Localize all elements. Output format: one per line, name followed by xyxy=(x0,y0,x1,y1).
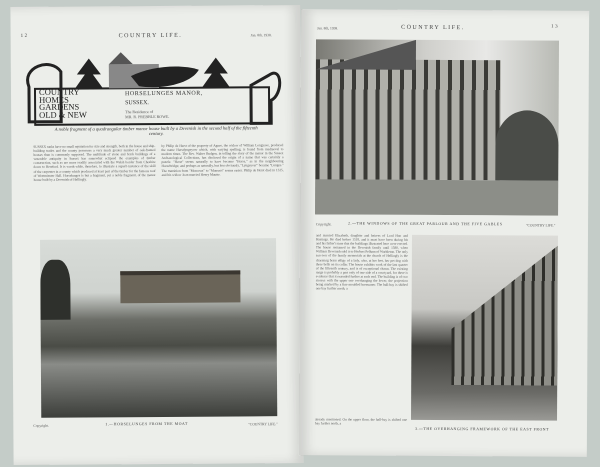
series-title xyxy=(39,88,87,118)
series-title-line: HOMES xyxy=(39,94,69,105)
caption-credit: "COUNTRY LIFE." xyxy=(248,422,278,427)
roof-shape xyxy=(316,39,416,70)
timber-facade xyxy=(315,59,501,180)
page-number: 12 xyxy=(20,33,29,39)
series-title-line: GARDENS xyxy=(39,101,80,112)
body-column-tail: already mentioned. On the upper floor, the hall-bay is shifted one bay further north, a xyxy=(314,417,408,426)
photo-credit: Copyright. xyxy=(316,222,332,227)
running-head: COUNTRY LIFE. xyxy=(118,32,183,40)
article-subtitle: A noble fragment of a quadrangular timber manor house built by a Devenish in the second half of the fifteenth century. xyxy=(54,125,258,137)
title-banner xyxy=(21,45,284,127)
body-column: and married Elizabeth, daughter and heiress of Lord Hoo and Hastings. He died before 1518, and it must have been during his and his father's time that the buildings illustrated here were erected. The house remained in the Devenish family until 1580, when William Devenish sold it to Herbert Pelham of Warbleton. The only survivor of the family memorials at the church of Hellingly is the charming brass effigy of a lady, who, at her feet, her pet dog with three bells on its collar. The house exhibits work of the last quarter of the fifteenth century, and is of exceptional charm. The existing range is probably a part only of one side of a courtyard, for there is evidence that it extended further at each end. The building is of two storeys with the upper one overhanging the lower, the projection being marked by a fine moulded bressumer. The hall-bay is shifted one bay further north, a xyxy=(315,233,408,291)
page-number: 13 xyxy=(551,24,560,30)
residence-line: The Residence of xyxy=(125,109,154,115)
body-column-2: by Philip de Herst of the property of Agnes, the widow of William Longyave, produced the name Herstlyngeyver which, with varying spelling, is found from mediaeval to modern times. The Rev. Walter Budgen, in telling the story of the manor in the Sussex Archaeological Collections, has disclosed the origin of a name that was certainly a puzzle. "Herst" seems naturally to have become "Horse," as in the neighbouring Horsebridge; and perhaps as naturally, but less obviously, "Lyngeyver" became "Lunges." The transition from "Monceux" to "Monsers" seems easier. Philip de Herst died in 1325, and his widow Joan married Henry Mautte. xyxy=(161,143,284,177)
trees xyxy=(495,110,558,180)
series-title-line: OLD & NEW xyxy=(39,108,87,120)
right-page xyxy=(299,9,589,457)
article-title: HORSELUNGES MANOR, xyxy=(124,90,203,98)
body-column-1: SUSSEX ranks have no small reputation for size and strength, both in the house and ship-building trades and the county possesses a very much greater number of oak-framed houses than is commonly supposed. The multitude of stone and brick buildings of a venerable antiquity in Sussex has somewhat eclipsed the examples of timber construction, such as are more readily associated with the Welsh border from Cheshire down to Hereford. It is worth while, therefore, to illustrate a superb instance of the skill of the carpenter in a county which produced at least part of the timber for the famous roof of Westminster Hall. Horselunges is but a fragment, yet a noble fragment, of the manor house built by a Devenish of Hellingly. xyxy=(33,144,156,182)
photo-caption-bottom: 3.—THE OVERHANGING FRAMEWORK OF THE EAST FRONT xyxy=(414,426,550,432)
left-page xyxy=(10,5,303,465)
caption-credit: "COUNTRY LIFE." xyxy=(526,223,556,228)
issue-date: Jan. 8th, 1938. xyxy=(317,26,339,31)
photo-credit: Copyright. xyxy=(33,423,49,428)
house-shape xyxy=(120,270,240,303)
photo-caption: 1.—HORSELUNGES FROM THE MOAT xyxy=(105,421,188,427)
photo-east-front xyxy=(411,235,558,421)
tree-shape xyxy=(40,260,70,320)
running-head: COUNTRY LIFE. xyxy=(401,24,465,32)
timber-framework xyxy=(451,245,558,386)
owner-name: MR. R. PREBBLE ROWE. xyxy=(125,113,170,120)
photo-horselunges-from-moat xyxy=(40,238,277,418)
article-location: SUSSEX. xyxy=(125,100,149,107)
photo-great-parlour-five-gables xyxy=(315,39,559,215)
lawn xyxy=(315,179,558,215)
photo-caption-top: 2.—THE WINDOWS OF THE GREAT PARLOUR AND THE FIVE GABLES xyxy=(348,221,503,227)
issue-date: Jan. 8th, 1938. xyxy=(250,33,272,38)
series-title-line: COUNTRY xyxy=(38,86,80,97)
